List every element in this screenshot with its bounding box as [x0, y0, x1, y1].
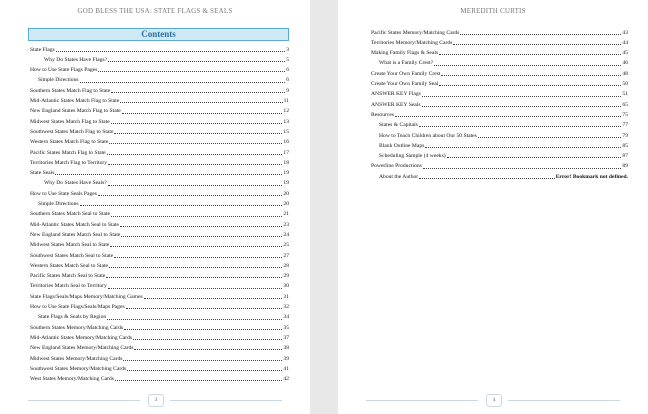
toc-entry[interactable]	[30, 85, 289, 94]
toc-entry-title: Simple Directions	[38, 201, 79, 207]
dot-leader	[109, 267, 282, 268]
toc-entry-title: State Flags/Seals/Maps Memory/Matching Games	[30, 293, 143, 300]
dot-leader	[124, 329, 282, 330]
dot-leader	[144, 298, 283, 299]
toc-entry-page: 32	[283, 304, 289, 310]
toc-entry[interactable]	[30, 229, 289, 238]
toc-entry[interactable]	[30, 374, 289, 383]
page-gutter	[310, 0, 338, 414]
toc-entry-title: Scheduling Sample (4 weeks)	[379, 153, 446, 160]
dot-leader	[439, 54, 621, 55]
dot-leader	[107, 154, 283, 155]
toc-entry-page: 77	[622, 122, 628, 129]
toc-entry-page: 17	[283, 149, 289, 156]
dot-leader	[80, 82, 286, 83]
dot-leader	[133, 339, 282, 340]
toc-entry[interactable]	[379, 140, 628, 149]
toc-entry-page: 87	[622, 153, 628, 160]
page-header: GOD BLESS THE USA: STATE FLAGS & SEALS	[77, 7, 233, 15]
toc-entry[interactable]	[38, 312, 289, 321]
dot-leader	[122, 113, 283, 114]
dot-leader	[123, 360, 282, 361]
toc-entry-title: How to Use State Seals Pages	[30, 190, 97, 197]
toc-entry-page: 46	[622, 60, 628, 67]
dot-leader	[114, 257, 282, 258]
toc-entry-page: 11	[283, 98, 289, 104]
toc-entry[interactable]	[30, 343, 289, 352]
dot-leader	[111, 123, 283, 124]
page-footer	[0, 394, 310, 406]
dot-leader	[425, 147, 621, 148]
toc-entry-title: Pacific States Match Seal to State	[30, 273, 106, 280]
toc-entry[interactable]	[30, 209, 289, 218]
dot-leader	[121, 236, 282, 237]
toc-entry-title: West States Memory/Matching Cards	[30, 376, 114, 383]
toc-entry-title: New England States Match Seal to State	[30, 231, 121, 238]
toc-entry-page: 44	[622, 39, 628, 46]
toc-entry-page: 5	[286, 56, 289, 63]
toc-entry[interactable]	[30, 137, 289, 146]
toc-entry-page: 19	[283, 180, 289, 187]
dot-leader	[127, 370, 282, 371]
toc-entry[interactable]	[371, 68, 628, 77]
toc-entry[interactable]	[30, 147, 289, 156]
dot-leader	[111, 216, 282, 217]
toc-entry-page: 39	[283, 355, 289, 362]
dot-leader	[134, 349, 282, 350]
dot-leader	[56, 51, 285, 52]
page-header: MEREDITH CURTIS	[460, 7, 526, 15]
toc-entry[interactable]	[371, 79, 628, 88]
toc-entry[interactable]	[30, 65, 289, 74]
toc-entry-page: 21	[283, 211, 289, 218]
toc-entry-page: 89	[622, 163, 628, 170]
toc-entry-page: 29	[283, 273, 289, 280]
toc-entry[interactable]	[371, 109, 628, 118]
toc-entry[interactable]	[30, 302, 289, 311]
toc-entry[interactable]	[30, 353, 289, 362]
toc-entry-title: Southwest States Memory/Matching Cards	[30, 365, 127, 372]
toc-entry[interactable]	[30, 157, 289, 166]
dot-leader	[114, 133, 282, 134]
dot-leader	[55, 174, 282, 175]
toc-entry-page: 20	[283, 190, 289, 197]
toc-entry-page: Error! Bookmark not defined.	[555, 173, 628, 180]
toc-entry-page: 48	[622, 70, 628, 77]
toc-entry-title: New England States Memory/Matching Cards	[30, 345, 134, 352]
toc-entry-page: 20	[283, 201, 289, 207]
toc-entry-page: 38	[283, 345, 289, 352]
dot-leader	[108, 164, 282, 165]
toc-entry[interactable]	[30, 260, 289, 269]
toc-entry-page: 37	[283, 334, 289, 341]
toc-entry[interactable]	[30, 168, 289, 177]
toc-entry-title: Midwest States Memory/Matching Cards	[30, 355, 123, 362]
toc-entry-title: State Flags	[30, 46, 55, 53]
toc-entry-title: ANSWER KEY Seals	[371, 101, 421, 108]
toc-entry-page: 41	[283, 365, 289, 372]
toc-entry-page: 65	[622, 101, 628, 108]
dot-leader	[419, 126, 622, 127]
dot-leader	[106, 277, 282, 278]
toc-entry[interactable]	[30, 363, 289, 372]
toc-entry[interactable]	[371, 99, 628, 108]
left-page	[0, 0, 310, 414]
dot-leader	[395, 116, 621, 117]
toc-entry-page: 79	[622, 132, 628, 139]
page-footer	[338, 394, 648, 406]
toc-entry-title: Create Your Own Family Seal	[371, 81, 439, 87]
toc-entry-page: 3	[286, 46, 289, 53]
toc-entry-title: Midwest States Match Flag to State	[30, 118, 110, 125]
dot-leader	[120, 102, 282, 103]
toc-entry[interactable]	[44, 54, 289, 63]
toc-entry-title: Create Your Own Family Crest	[371, 70, 441, 77]
toc-entry[interactable]	[371, 37, 628, 46]
dot-leader	[453, 44, 621, 45]
toc-entry-page: 6	[286, 77, 289, 84]
toc-entry[interactable]	[30, 116, 289, 125]
dot-leader	[98, 195, 282, 196]
toc-entry-page: 45	[622, 50, 628, 57]
page-number: 4	[486, 394, 502, 407]
toc-entry-title: Western States Match Seal to State	[30, 262, 108, 269]
toc-entry-page: 19	[283, 170, 289, 177]
toc-entry-title: New England States Match Flag to State	[30, 108, 121, 115]
toc-entry-page: 42	[283, 376, 289, 383]
dot-leader	[115, 380, 282, 381]
toc-entry[interactable]	[379, 120, 628, 129]
right-page	[338, 0, 648, 414]
toc-entry-title: What is a Family Crest?	[379, 60, 434, 67]
toc-entry-title: State Flags & Seals by Region	[38, 314, 107, 321]
toc-entry-page: 35	[283, 324, 289, 331]
toc-entry-page: 51	[622, 91, 628, 98]
toc-entry[interactable]	[371, 161, 628, 170]
toc-entry-title: Blank Outline Maps	[379, 142, 425, 149]
toc-entry-title: Why Do States Have Seals?	[44, 180, 107, 187]
toc-entry-title: Powerline Productions	[371, 163, 422, 170]
toc-entry[interactable]	[30, 271, 289, 280]
toc-entry-title: Southwest States Match Seal to State	[30, 252, 114, 259]
toc-entry-title: Midwest States Match Seal to State	[30, 242, 110, 249]
toc-entry-title: Territories Memory/Matching Cards	[371, 39, 453, 46]
toc-entry[interactable]	[30, 291, 289, 300]
toc-entry-page: 50	[622, 81, 628, 87]
toc-entry-page: 34	[283, 314, 289, 321]
dot-leader	[460, 34, 621, 35]
dot-leader	[107, 319, 282, 320]
dot-leader	[98, 71, 285, 72]
toc-entry-title: Western States Match Flag to State	[30, 139, 109, 146]
dot-leader	[441, 75, 621, 76]
toc-entry-title: Simple Directions	[38, 77, 79, 84]
toc-entry-title: How to Teach Children about Our 50 States	[379, 132, 477, 139]
toc-entry-page: 24	[283, 231, 289, 238]
toc-entry[interactable]	[30, 188, 289, 197]
toc-entry-title: Resources	[371, 111, 394, 118]
toc-entry-title: Making Family Flags & Seals	[371, 50, 439, 57]
toc-entry[interactable]	[30, 219, 289, 228]
toc-entry[interactable]	[371, 27, 628, 36]
toc-entry-page: 31	[283, 293, 289, 300]
toc-entry[interactable]	[371, 48, 628, 57]
dot-leader	[108, 61, 285, 62]
page-number: 3	[148, 394, 164, 407]
toc-entry[interactable]	[30, 96, 289, 105]
toc-entry-page: 43	[622, 29, 628, 36]
dot-leader	[120, 226, 282, 227]
toc-entry-title: Southern States Match Seal to State	[30, 211, 111, 218]
toc-entry-title: Mid-Atlantic States Memory/Matching Cards	[30, 334, 133, 341]
dot-leader	[423, 168, 622, 169]
dot-leader	[478, 137, 622, 138]
toc-entry-page: 85	[622, 142, 628, 149]
toc-entry-page: 75	[622, 111, 628, 118]
toc-entry[interactable]	[30, 250, 289, 259]
toc-entry[interactable]	[371, 89, 628, 98]
dot-leader	[422, 106, 622, 107]
dot-leader	[111, 92, 285, 93]
dot-leader	[422, 96, 622, 97]
toc-entry-page: 16	[283, 139, 289, 146]
toc-entry-title: Southern States Memory/Matching Cards	[30, 324, 124, 331]
toc-entry-page: 12	[283, 108, 289, 115]
toc-entry-title: State Seals	[30, 170, 55, 177]
toc-entry[interactable]	[30, 44, 289, 53]
dot-leader	[439, 85, 621, 86]
toc-entry-title: Mid-Atlantic States Match Flag to State	[30, 98, 120, 104]
toc-entry-page: 15	[283, 128, 289, 135]
dot-leader	[109, 143, 282, 144]
toc-entry[interactable]	[44, 178, 289, 187]
dot-leader	[110, 246, 282, 247]
toc-entry-title: How to Use State Flags Pages	[30, 67, 98, 74]
toc-entry-page: 23	[283, 221, 289, 228]
toc-entry-page: 9	[286, 87, 289, 94]
toc-entry-page: 27	[283, 252, 289, 259]
toc-entry[interactable]	[30, 240, 289, 249]
toc-entry-title: Southern States Match Flag to State	[30, 87, 111, 94]
dot-leader	[447, 157, 622, 158]
contents-title: Contents	[28, 28, 289, 41]
toc-entry[interactable]	[379, 171, 628, 180]
toc-entry[interactable]	[38, 75, 289, 84]
toc-entry[interactable]	[30, 106, 289, 115]
toc-entry[interactable]	[30, 332, 289, 341]
dot-leader	[80, 205, 283, 206]
toc-entry[interactable]	[379, 151, 628, 160]
dot-leader	[419, 178, 555, 179]
toc-entry-page: 6	[286, 67, 289, 74]
toc-entry[interactable]	[30, 126, 289, 135]
toc-entry-title: Territories Match Flag to Territory	[30, 159, 108, 166]
dot-leader	[108, 288, 283, 289]
toc-entry-page: 30	[283, 283, 289, 290]
toc-entry-title: Mid-Atlantic States Match Seal to State	[30, 221, 120, 228]
toc-entry[interactable]	[379, 130, 628, 139]
toc-entry-title: Southwest States Match Flag to State	[30, 128, 114, 135]
toc-entry-page: 13	[283, 118, 289, 125]
toc-entry-title: How to Use State Flags/Seals/Maps Pages	[30, 304, 125, 310]
dot-leader	[434, 65, 621, 66]
toc-entry-title: Pacific States Memory/Matching Cards	[371, 29, 460, 36]
toc-entry-page: 25	[283, 242, 289, 249]
toc-entry[interactable]	[30, 281, 289, 290]
toc-entry-page: 28	[283, 262, 289, 269]
toc-entry[interactable]	[30, 322, 289, 331]
toc-entry-title: States & Capitals	[379, 122, 418, 129]
toc-entry-page: 18	[283, 159, 289, 166]
toc-entry[interactable]	[38, 199, 289, 208]
toc-entry-title: ANSWER KEY Flags	[371, 91, 421, 98]
toc-entry-title: Territories Match Seal to Territory	[30, 283, 107, 290]
toc-entry[interactable]	[379, 58, 628, 67]
toc-entry-title: Why Do States Have Flags?	[44, 56, 108, 63]
dot-leader	[108, 185, 283, 186]
toc-entry-title: About the Author	[379, 173, 419, 180]
dot-leader	[126, 308, 283, 309]
toc-entry-title: Pacific States Match Flag to State	[30, 149, 106, 156]
